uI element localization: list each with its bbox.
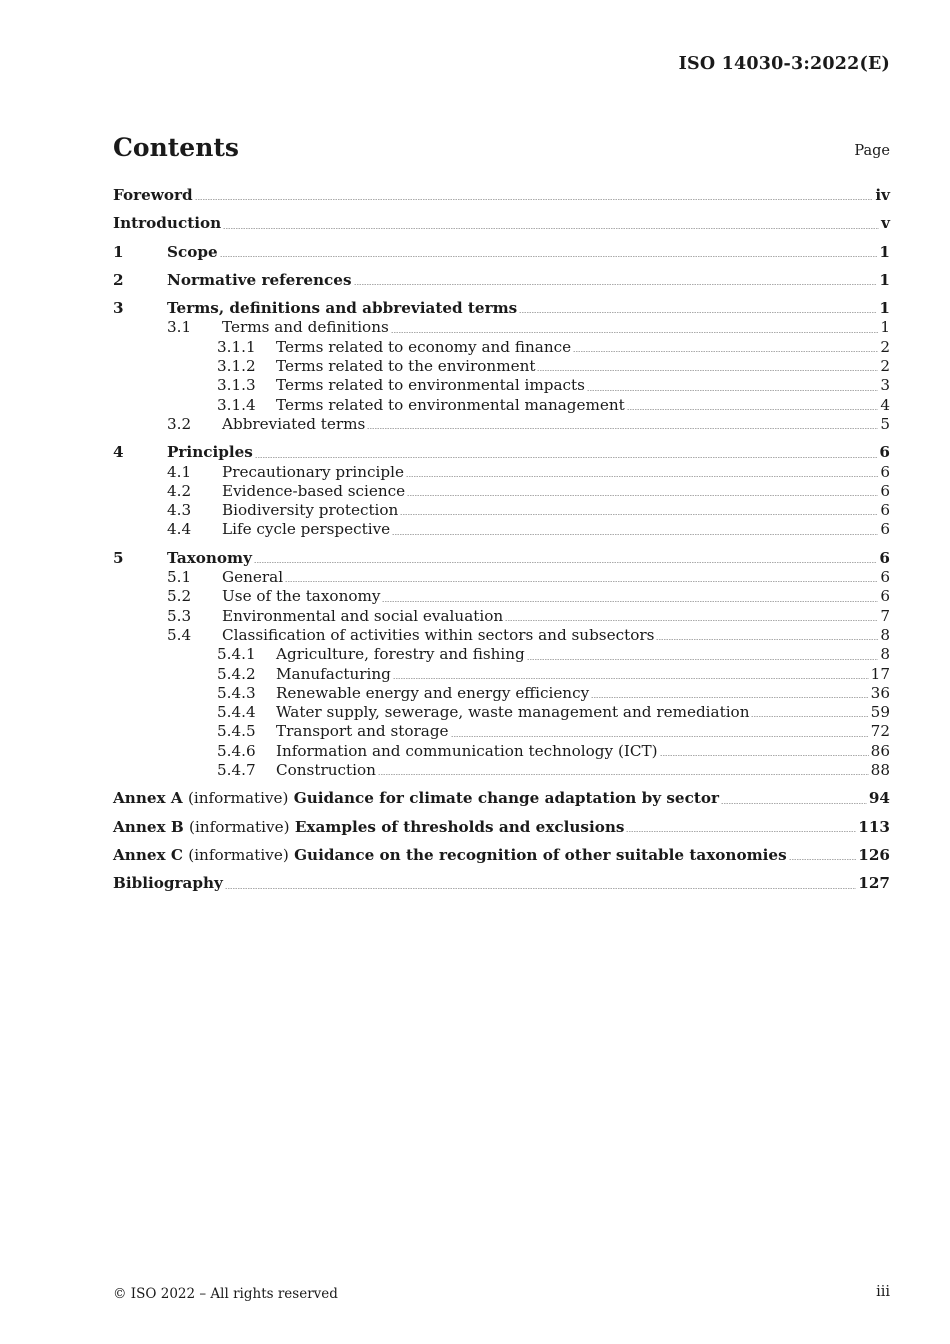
dot-leader: [392, 534, 878, 535]
dot-leader: [527, 659, 879, 660]
toc-entry-title: Terms related to economy and finance: [276, 337, 572, 356]
toc-entry-page: 1: [879, 299, 890, 318]
toc-entry-title: Terms, definitions and abbreviated terms: [167, 299, 518, 318]
toc-entry[interactable]: [113, 186, 890, 205]
dot-leader: [391, 332, 879, 333]
toc-entry-title: Taxonomy: [167, 548, 252, 567]
toc-entry-title: Use of the taxonomy: [222, 587, 381, 606]
dot-leader: [626, 831, 856, 832]
dot-leader: [519, 312, 877, 313]
toc-entry-page: 4: [880, 395, 890, 414]
toc-entry[interactable]: [113, 607, 890, 626]
toc-entry-number: 4.3: [167, 501, 192, 520]
toc-entry[interactable]: [113, 271, 890, 290]
dot-leader: [591, 697, 868, 698]
dot-leader: [255, 457, 878, 458]
dot-leader: [225, 888, 856, 889]
toc-entry-title: Terms related to environmental management: [276, 395, 625, 414]
document-identifier: ISO 14030-3:2022(E): [678, 54, 890, 74]
toc-entry-title: Terms and definitions: [222, 318, 389, 337]
dot-leader: [285, 581, 878, 582]
annex-label: Annex C: [113, 845, 183, 864]
toc-entry[interactable]: [113, 443, 890, 462]
toc-entry-page: 6: [880, 587, 890, 606]
toc-entry[interactable]: [113, 761, 890, 780]
toc-entry[interactable]: [113, 665, 890, 684]
toc-entry[interactable]: [113, 318, 890, 337]
toc-entry[interactable]: [113, 243, 890, 262]
toc-entry-number: 3: [113, 299, 124, 318]
toc-entry[interactable]: [113, 357, 890, 376]
toc-entry-number: 5: [113, 548, 124, 567]
toc-entry-title: Classification of activities within sectors and subsectors: [222, 625, 655, 644]
toc-entry-page: 126: [858, 845, 890, 864]
annex-qualifier: (informative): [188, 845, 289, 864]
dot-leader: [378, 774, 869, 775]
toc-entry-page: 17: [870, 664, 890, 683]
toc-entry[interactable]: [113, 299, 890, 318]
dot-leader: [406, 476, 878, 477]
dot-leader: [451, 736, 869, 737]
dot-leader: [354, 284, 878, 285]
toc-entry[interactable]: [113, 789, 890, 808]
toc-entry[interactable]: [113, 376, 890, 395]
toc-entry-page: 59: [870, 703, 890, 722]
toc-entry[interactable]: [113, 415, 890, 434]
toc-entry-title: General: [222, 568, 284, 587]
toc-entry[interactable]: [113, 338, 890, 357]
toc-entry[interactable]: [113, 396, 890, 415]
toc-entry-page: 127: [858, 874, 890, 893]
toc-entry-title: Renewable energy and energy efficiency: [276, 683, 590, 702]
toc-entry-title: Evidence-based science: [222, 481, 406, 500]
contents-heading: Contents: [113, 133, 240, 162]
toc-entry[interactable]: [113, 501, 890, 520]
toc-entry-page: 6: [880, 520, 890, 539]
toc-entry[interactable]: [113, 482, 890, 501]
toc-entry-number: 1: [113, 242, 124, 261]
dot-leader: [660, 755, 869, 756]
toc-entry-number: 4.1: [167, 462, 192, 481]
toc-entry-number: 5.2: [167, 587, 192, 606]
dot-leader: [627, 409, 879, 410]
toc-entry[interactable]: [113, 645, 890, 664]
toc-entry-number: 3.1.4: [217, 395, 256, 414]
toc-entry-number: 5.3: [167, 606, 192, 625]
copyright-notice: © ISO 2022 – All rights reserved: [113, 1286, 338, 1302]
toc-entry-title: Principles: [167, 443, 253, 462]
dot-leader: [223, 228, 879, 229]
toc-entry-number: 5.4.3: [217, 683, 256, 702]
dot-leader: [789, 859, 857, 860]
dot-leader: [656, 639, 878, 640]
toc-entry[interactable]: [113, 587, 890, 606]
toc-entry-number: 4.2: [167, 481, 192, 500]
annex-qualifier: (informative): [187, 789, 289, 808]
dot-leader: [505, 620, 878, 621]
toc-entry[interactable]: [113, 684, 890, 703]
toc-entry-page: 6: [880, 481, 890, 500]
toc-entry-title: Environmental and social evaluation: [222, 606, 504, 625]
annex-title: Guidance on the recognition of other suitable taxonomies: [294, 845, 787, 864]
toc-entry-page: 86: [870, 741, 890, 760]
toc-entry[interactable]: [113, 463, 890, 482]
toc-entry-number: 5.4.2: [217, 664, 256, 683]
dot-leader: [400, 514, 878, 515]
toc-entry-number: 4.4: [167, 520, 192, 539]
toc-entry[interactable]: [113, 520, 890, 539]
toc-entry-number: 3.2: [167, 414, 192, 433]
toc-entry[interactable]: [113, 818, 890, 837]
toc-entry-page: 1: [880, 318, 890, 337]
toc-entry-title: Terms related to environmental impacts: [276, 376, 585, 395]
dot-leader: [537, 370, 878, 371]
toc-entry-number: 3.1: [167, 318, 192, 337]
dot-leader: [751, 716, 868, 717]
toc-entry-number: 5.4.1: [217, 645, 256, 664]
toc-entry-title: Scope: [167, 242, 218, 261]
toc-entry-number: 3.1.3: [217, 376, 256, 395]
toc-entry-page: 8: [880, 625, 890, 644]
toc-entry[interactable]: [113, 703, 890, 722]
toc-entry-page: 36: [870, 683, 890, 702]
annex-qualifier: (informative): [189, 817, 290, 836]
toc-entry-number: 3.1.1: [217, 337, 256, 356]
toc-entry[interactable]: [113, 568, 890, 587]
dot-leader: [254, 562, 877, 563]
toc-entry-page: 5: [880, 414, 890, 433]
annex-title: Examples of thresholds and exclusions: [294, 817, 625, 836]
toc-entry-page: 72: [870, 722, 890, 741]
toc-entry-number: 5.4.5: [217, 722, 256, 741]
toc-entry-page: 88: [870, 761, 890, 780]
toc-entry[interactable]: [113, 846, 890, 865]
toc-entry-page: 1: [879, 242, 890, 261]
toc-entry-page: 7: [880, 606, 890, 625]
toc-entry-title: [113, 818, 624, 837]
toc-entry-number: 5.1: [167, 568, 192, 587]
toc-entry-page: 2: [880, 357, 890, 376]
toc-entry-page: 2: [880, 337, 890, 356]
dot-leader: [220, 256, 878, 257]
toc-entry-title: Information and communication technology (ICT): [276, 741, 658, 760]
toc-entry[interactable]: [113, 549, 890, 568]
toc-entry-title: Foreword: [113, 186, 193, 204]
toc-entry-title: Manufacturing: [276, 664, 391, 683]
toc-entry-title: Precautionary principle: [222, 462, 404, 481]
toc-entry[interactable]: [113, 626, 890, 645]
toc-entry-page: 94: [868, 789, 890, 808]
dot-leader: [382, 601, 878, 602]
toc-entry-number: 5.4.6: [217, 741, 256, 760]
toc-entry-page: 1: [879, 270, 890, 289]
toc-entry-number: 4: [113, 443, 124, 462]
toc-entry-title: Terms related to the environment: [276, 357, 536, 376]
toc-entry-page: 113: [858, 817, 890, 836]
dot-leader: [367, 428, 878, 429]
toc-entry[interactable]: [113, 214, 890, 233]
annex-label: Annex B: [113, 817, 184, 836]
toc-entry[interactable]: [113, 742, 890, 761]
toc-entry-title: Normative references: [167, 270, 352, 289]
dot-leader: [393, 678, 869, 679]
toc-entry-title: Transport and storage: [276, 722, 449, 741]
toc-entry-title: Bibliography: [113, 874, 223, 893]
page-number: iii: [876, 1284, 890, 1300]
toc-entry-number: 2: [113, 270, 124, 289]
toc-entry-page: 6: [880, 501, 890, 520]
toc-entry-title: Water supply, sewerage, waste management and remediation: [276, 703, 750, 722]
toc-entry[interactable]: [113, 874, 890, 893]
toc-entry-number: 5.4.7: [217, 761, 256, 780]
toc-entry-title: [113, 846, 787, 865]
toc-entry-page: 6: [879, 548, 890, 567]
annex-title: Guidance for climate change adaptation by sector: [293, 789, 719, 808]
toc-entry-title: Life cycle perspective: [222, 520, 391, 539]
toc-entry-page: 6: [880, 462, 890, 481]
dot-leader: [587, 390, 878, 391]
page-column-label: Page: [854, 143, 890, 159]
toc-entry-title: Abbreviated terms: [222, 414, 366, 433]
toc-entry-page: 6: [879, 443, 890, 462]
toc-entry[interactable]: [113, 722, 890, 741]
toc-entry-title: Construction: [276, 761, 376, 780]
toc-entry-page: 6: [880, 568, 890, 587]
toc-entry-page: iv: [875, 186, 890, 204]
toc-entry-title: Introduction: [113, 214, 222, 233]
toc-entry-page: 3: [880, 376, 890, 395]
toc-entry-title: [113, 789, 719, 808]
toc-entry-title: Agriculture, forestry and fishing: [276, 645, 525, 664]
toc-entry-number: 5.4.4: [217, 703, 256, 722]
toc-entry-number: 3.1.2: [217, 357, 256, 376]
annex-label: Annex A: [113, 789, 183, 808]
dot-leader: [721, 803, 867, 804]
toc-entry-title: Biodiversity protection: [222, 501, 399, 520]
toc-entry-page: 8: [880, 645, 890, 664]
dot-leader: [573, 351, 878, 352]
dot-leader: [195, 199, 874, 200]
table-of-contents: [113, 186, 890, 894]
dot-leader: [407, 495, 878, 496]
toc-entry-number: 5.4: [167, 625, 192, 644]
toc-entry-page: v: [881, 214, 890, 233]
